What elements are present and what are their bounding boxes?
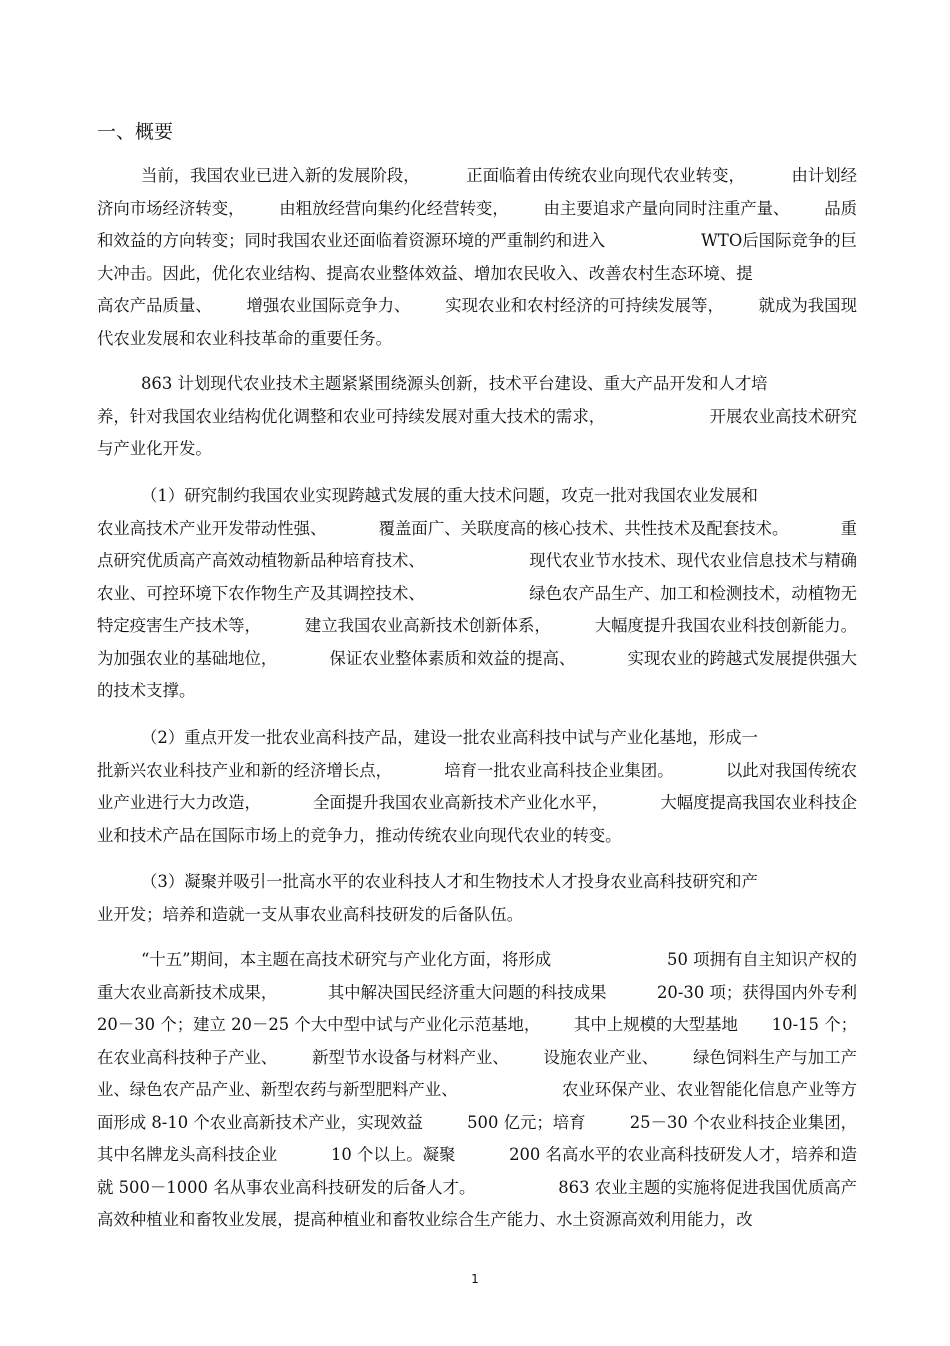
text-line bbox=[97, 258, 857, 291]
text-segment: 特定疫害生产技术等， bbox=[97, 616, 261, 635]
text-segment: 开展农业高技术研究 bbox=[709, 406, 857, 426]
text-segment: 在农业高科技种子产业、 bbox=[97, 1047, 278, 1067]
text-line bbox=[97, 722, 857, 755]
text-segment: 全面提升我国农业高新技术产业化水平， bbox=[313, 793, 609, 812]
text-segment: 济向市场经济转变， bbox=[97, 198, 245, 218]
text-segment: 绿色饲料生产与加工产 bbox=[693, 1047, 857, 1067]
text-segment: 提高种植业和畜牧业综合生产能力、 bbox=[293, 1210, 556, 1229]
text-line bbox=[97, 401, 857, 434]
text-segment: 绿色农产品生产、加工和检测技术，动植物无 bbox=[529, 583, 857, 603]
text-segment: 的技术支撑。 bbox=[97, 681, 196, 700]
text-segment: 863 农业主题的实施将促进我国优质高产 bbox=[558, 1177, 857, 1197]
text-segment: 批新兴农业科技产业和新的经济增长点， bbox=[97, 760, 393, 780]
text-line bbox=[97, 675, 857, 708]
text-segment: 大幅度提升我国农业科技创新能力。 bbox=[594, 616, 857, 635]
text-segment: 改 bbox=[736, 1210, 753, 1229]
text-line bbox=[97, 193, 857, 226]
text-segment: 以此对我国传统农 bbox=[725, 760, 857, 780]
text-segment: 正面临着由传统农业向现代农业转变， bbox=[466, 166, 745, 185]
text-segment: （1）研究制约我国农业实现跨越式发展的重大技术问题，攻克一批对我国农业发展和 bbox=[141, 486, 758, 505]
text-segment: 就成为我国现 bbox=[758, 296, 857, 315]
text-line bbox=[97, 225, 857, 258]
text-line bbox=[97, 755, 857, 788]
text-segment: 重大农业高新技术成果， bbox=[97, 982, 278, 1002]
text-line bbox=[97, 290, 857, 323]
text-segment: 10-15 个； bbox=[771, 1015, 857, 1034]
text-segment: 大幅度提高我国农业科技企 bbox=[660, 793, 857, 812]
text-segment: 高农产品质量、 bbox=[97, 296, 212, 315]
text-segment: WTO后国际竞争的巨 bbox=[701, 231, 857, 250]
text-segment: 25－30 个农业科技企业集团， bbox=[629, 1112, 857, 1132]
text-segment: 863 计划现代农业技术主题紧紧围绕源头创新，技术平台建设、重大产品开发和人才培 bbox=[141, 374, 768, 393]
text-line bbox=[97, 1042, 857, 1075]
paragraph-tenth-five-year bbox=[97, 944, 857, 1237]
paragraph-item-1 bbox=[97, 480, 857, 708]
text-segment: 养，针对我国农业结构优化调整和农业可持续发展对重大技术的需求， bbox=[97, 406, 606, 426]
text-line bbox=[97, 323, 857, 356]
text-segment: 大冲击。因此，优化农业结构、提高农业整体效益、增加农民收入、改善农村生态环境、提 bbox=[97, 263, 753, 283]
text-segment: 农业、可控环境下农作物生产及其调控技术、 bbox=[97, 583, 425, 603]
section-heading: 一、概要 bbox=[97, 121, 174, 143]
text-segment: 就 500－1000 名从事农业高科技研发的后备人才。 bbox=[97, 1177, 476, 1197]
text-line bbox=[97, 944, 857, 977]
text-segment: 覆盖面广、关联度高的核心技术、共性技术及配套技术。 bbox=[378, 518, 789, 538]
text-line bbox=[97, 643, 857, 676]
text-segment: 培育一批农业高科技企业集团。 bbox=[444, 760, 674, 780]
text-segment: “十五”期间，本主题在高技术研究与产业化方面，将形成 bbox=[141, 950, 552, 969]
paragraph-item-3 bbox=[97, 866, 857, 931]
text-segment: 为加强农业的基础地位， bbox=[97, 648, 278, 668]
text-segment: 水土资源高效利用能力， bbox=[555, 1210, 737, 1229]
text-segment: 农业高技术产业开发带动性强、 bbox=[97, 518, 327, 538]
text-segment: 50 项拥有自主知识产权的 bbox=[667, 950, 857, 969]
text-segment: 业和技术产品在国际市场上的竞争力，推动传统农业向现代农业的转变。 bbox=[97, 825, 622, 845]
text-segment: 建立我国农业高新技术创新体系， bbox=[304, 616, 551, 635]
text-segment: 代农业发展和农业科技革命的重要任务。 bbox=[97, 328, 393, 348]
text-line bbox=[97, 1204, 857, 1237]
text-segment: 其中解决国民经济重大问题的科技成果 bbox=[327, 982, 607, 1002]
text-segment: 500 亿元；培育 bbox=[467, 1112, 586, 1132]
text-line bbox=[97, 480, 857, 513]
text-line bbox=[97, 1172, 857, 1205]
text-line bbox=[97, 1107, 857, 1140]
text-line bbox=[97, 610, 857, 643]
text-segment: 点研究优质高产高效动植物新品种培育技术、 bbox=[97, 551, 425, 570]
text-line bbox=[97, 578, 857, 611]
text-segment: （3）凝聚并吸引一批高水平的农业科技人才和生物技术人才投身农业高科技研究和产 bbox=[141, 872, 758, 891]
text-segment: 200 名高水平的农业高科技研发人才，培养和造 bbox=[509, 1145, 857, 1164]
text-segment: 10 个以上。凝聚 bbox=[330, 1145, 456, 1164]
text-line bbox=[97, 977, 857, 1010]
page-number: 1 bbox=[471, 1272, 479, 1286]
text-line bbox=[97, 1074, 857, 1107]
text-line bbox=[97, 1139, 857, 1172]
text-segment: 当前，我国农业已进入新的发展阶段， bbox=[141, 166, 420, 185]
text-line bbox=[97, 433, 857, 466]
text-segment: 由计划经 bbox=[791, 166, 857, 185]
text-segment: 由主要追求产量向同时注重产量、 bbox=[543, 198, 790, 218]
paragraph-863-plan bbox=[97, 368, 857, 466]
text-segment: 实现农业和农村经济的可持续发展等， bbox=[445, 296, 724, 315]
text-line bbox=[97, 545, 857, 578]
text-segment: 业开发；培养和造就一支从事农业高科技研发的后备队伍。 bbox=[97, 904, 524, 924]
text-segment: 和效益的方向转变；同时我国农业还面临着资源环境的严重制约和进入 bbox=[97, 231, 606, 250]
paragraph-overview bbox=[97, 160, 857, 355]
text-segment: 由粗放经营向集约化经营转变， bbox=[279, 198, 509, 218]
text-line bbox=[97, 866, 857, 899]
text-line bbox=[97, 787, 857, 820]
text-segment: 业、绿色农产品产业、新型农药与新型肥料产业、 bbox=[97, 1080, 458, 1099]
text-segment: 业产业进行大力改造， bbox=[97, 793, 261, 812]
text-line bbox=[97, 368, 857, 401]
text-segment: 保证农业整体素质和效益的提高、 bbox=[329, 648, 576, 668]
paragraph-item-2 bbox=[97, 722, 857, 852]
text-line bbox=[97, 1009, 857, 1042]
text-segment: 新型节水设备与材料产业、 bbox=[312, 1047, 509, 1067]
text-segment: 20－30 个；建立 20－25 个大中型中试与产业化示范基地， bbox=[97, 1015, 541, 1034]
text-line bbox=[97, 513, 857, 546]
text-segment: 与产业化开发。 bbox=[97, 439, 212, 458]
text-segment: 增强农业国际竞争力、 bbox=[246, 296, 411, 315]
text-segment: 高效种植业和畜牧业发展， bbox=[97, 1210, 294, 1229]
text-segment: 面形成 8-10 个农业高新技术产业，实现效益 bbox=[97, 1112, 423, 1132]
text-segment: 设施农业产业、 bbox=[543, 1047, 659, 1067]
text-line bbox=[97, 820, 857, 853]
text-line bbox=[97, 160, 857, 193]
text-segment: 20-30 项；获得国内外专利 bbox=[657, 982, 857, 1002]
text-segment: 其中名牌龙头高科技企业 bbox=[97, 1145, 278, 1164]
text-segment: 品质 bbox=[824, 198, 857, 218]
text-segment: 农业环保产业、农业智能化信息产业等方 bbox=[561, 1080, 857, 1099]
text-segment: 重 bbox=[840, 518, 857, 538]
text-segment: 实现农业的跨越式发展提供强大 bbox=[627, 648, 857, 668]
text-line bbox=[97, 899, 857, 932]
text-segment: 其中上规模的大型基地 bbox=[574, 1015, 738, 1034]
text-segment: （2）重点开发一批农业高科技产品，建设一批农业高科技中试与产业化基地，形成一 bbox=[141, 728, 758, 747]
text-segment: 现代农业节水技术、现代农业信息技术与精确 bbox=[529, 551, 857, 570]
